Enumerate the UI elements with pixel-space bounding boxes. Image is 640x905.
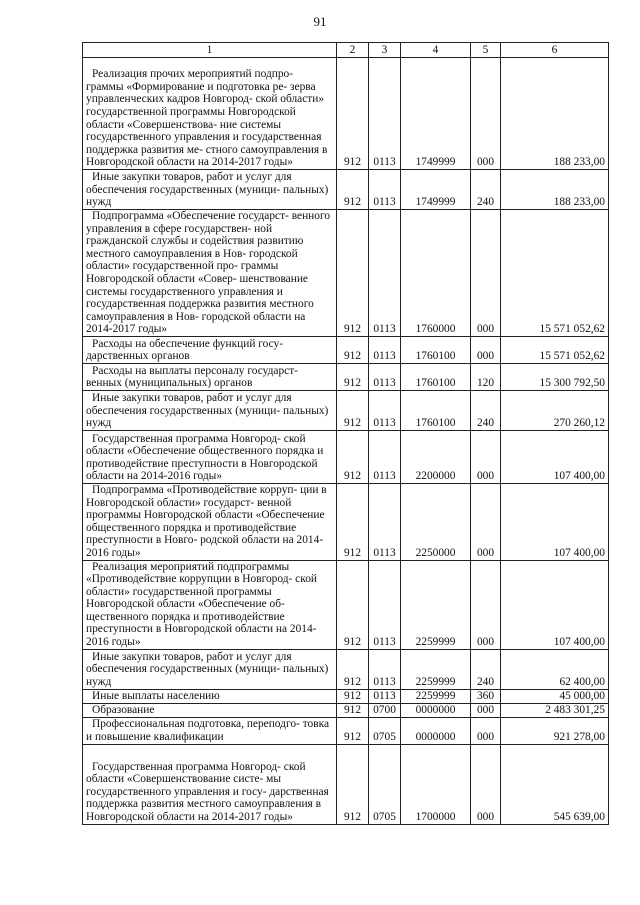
ministry-code-cell: 912	[337, 430, 369, 483]
article-code-cell: 1749999	[401, 58, 471, 170]
ministry-code-cell: 912	[337, 483, 369, 560]
article-code-cell: 1760000	[401, 210, 471, 337]
article-code-cell: 1760100	[401, 336, 471, 363]
column-header: 5	[471, 43, 501, 58]
expense-type-code-cell: 360	[471, 689, 501, 703]
article-code-cell: 2250000	[401, 483, 471, 560]
expense-name-cell	[83, 58, 337, 170]
amount-cell: 15 300 792,50	[501, 363, 609, 390]
amount-cell: 15 571 052,62	[501, 210, 609, 337]
expense-type-code-cell: 120	[471, 363, 501, 390]
article-code-cell: 0000000	[401, 717, 471, 744]
expense-name: Иные закупки товаров, работ и услуг для обеспечения государственных (муници- пальных) нужд	[86, 650, 329, 689]
section-code-cell: 0113	[369, 430, 401, 483]
expense-name-cell	[83, 363, 337, 390]
expense-type-code-cell: 000	[471, 210, 501, 337]
amount-cell: 15 571 052,62	[501, 336, 609, 363]
section-code-cell: 0705	[369, 717, 401, 744]
table-row	[83, 689, 609, 703]
ministry-code-cell: 912	[337, 170, 369, 210]
column-header: 6	[501, 43, 609, 58]
amount-cell: 2 483 301,25	[501, 703, 609, 717]
header-row	[83, 43, 609, 58]
column-header: 2	[337, 43, 369, 58]
expense-name: Расходы на выплаты персоналу государст- венных (муниципальных) органов	[86, 364, 298, 390]
section-code-cell: 0700	[369, 703, 401, 717]
expense-name-cell	[83, 483, 337, 560]
article-code-cell: 2200000	[401, 430, 471, 483]
expense-name: Государственная программа Новгород- ской области «Обеспечение общественного порядка и противодействие преступности в Новгородской области на 2014-2016 годы»	[86, 432, 324, 483]
amount-cell: 188 233,00	[501, 170, 609, 210]
expense-name-cell	[83, 649, 337, 689]
expense-type-code-cell: 000	[471, 717, 501, 744]
table-body	[83, 58, 609, 825]
expense-type-code-cell: 000	[471, 483, 501, 560]
table-row	[83, 170, 609, 210]
expense-type-code-cell: 000	[471, 336, 501, 363]
ministry-code-cell: 912	[337, 717, 369, 744]
table-row	[83, 390, 609, 430]
ministry-code-cell: 912	[337, 58, 369, 170]
section-code-cell: 0113	[369, 336, 401, 363]
section-code-cell: 0113	[369, 560, 401, 649]
ministry-code-cell: 912	[337, 336, 369, 363]
amount-cell: 107 400,00	[501, 483, 609, 560]
ministry-code-cell: 912	[337, 390, 369, 430]
expense-type-code-cell: 000	[471, 58, 501, 170]
expense-name: Государственная программа Новгород- ской области «Совершенствование систе- мы государственного управления и госу- дарственная поддержка развития местного самоуправления в Новгородской области на 2014-2017 годы»	[86, 760, 329, 824]
column-header: 4	[401, 43, 471, 58]
expense-name-cell	[83, 689, 337, 703]
article-code-cell: 2259999	[401, 560, 471, 649]
article-code-cell: 2259999	[401, 689, 471, 703]
expense-type-code-cell: 240	[471, 170, 501, 210]
expense-name: Иные закупки товаров, работ и услуг для обеспечения государственных (муници- пальных) нужд	[86, 392, 329, 430]
table-row	[83, 649, 609, 689]
table-row	[83, 483, 609, 560]
ministry-code-cell: 912	[337, 744, 369, 824]
expense-name: Подпрограмма «Противодействие корруп- ции в Новгородской области» государст- венной программы Новгородской области «Обеспечение общественного порядка и противодействие преступности в Новго- родской области на 2014-2016 годы»	[86, 483, 327, 559]
amount-cell: 107 400,00	[501, 560, 609, 649]
ministry-code-cell: 912	[337, 363, 369, 390]
amount-cell: 45 000,00	[501, 689, 609, 703]
expense-type-code-cell: 000	[471, 703, 501, 717]
table-row	[83, 210, 609, 337]
section-code-cell: 0113	[369, 390, 401, 430]
table-row	[83, 336, 609, 363]
column-header: 3	[369, 43, 401, 58]
amount-cell: 62 400,00	[501, 649, 609, 689]
ministry-code-cell: 912	[337, 210, 369, 337]
ministry-code-cell: 912	[337, 689, 369, 703]
expense-name-cell	[83, 336, 337, 363]
expense-name: Реализация мероприятий подпрограммы «Противодействие коррупции в Новгород- ской области» государственной программы Новгородской области «Обеспечение об- щественного порядка и противодействие преступности в Новгородской области на 2014-2016 годы»	[86, 560, 317, 649]
table-row	[83, 363, 609, 390]
article-code-cell: 1700000	[401, 744, 471, 824]
amount-cell: 270 260,12	[501, 390, 609, 430]
section-code-cell: 0113	[369, 689, 401, 703]
expense-type-code-cell: 000	[471, 744, 501, 824]
ministry-code-cell: 912	[337, 560, 369, 649]
table-row	[83, 58, 609, 170]
article-code-cell: 0000000	[401, 703, 471, 717]
article-code-cell: 1749999	[401, 170, 471, 210]
expense-name-cell	[83, 744, 337, 824]
expense-name: Расходы на обеспечение функций госу- дарственных органов	[86, 337, 284, 363]
expense-type-code-cell: 000	[471, 560, 501, 649]
page-number: 91	[313, 14, 327, 29]
section-code-cell: 0113	[369, 210, 401, 337]
table-row	[83, 717, 609, 744]
article-code-cell: 1760100	[401, 363, 471, 390]
expense-name-cell	[83, 717, 337, 744]
expense-name-cell	[83, 703, 337, 717]
section-code-cell: 0113	[369, 649, 401, 689]
section-code-cell: 0113	[369, 483, 401, 560]
section-code-cell: 0113	[369, 170, 401, 210]
amount-cell: 921 278,00	[501, 717, 609, 744]
expense-name: Реализация прочих мероприятий подпро- граммы «Формирование и подготовка ре- зерва управленческих кадров Новгород- ской области» государственной программы Новгородской области «Совершенствова- ние системы государственного управления и государственная поддержка развития ме- стного самоуправления в Новгородской области на 2014-2017 годы»	[86, 68, 328, 169]
section-code-cell: 0113	[369, 58, 401, 170]
table-row	[83, 744, 609, 824]
expense-name: Образование	[92, 704, 155, 717]
expense-type-code-cell: 000	[471, 430, 501, 483]
amount-cell: 107 400,00	[501, 430, 609, 483]
amount-cell: 188 233,00	[501, 58, 609, 170]
expense-name-cell	[83, 430, 337, 483]
amount-cell: 545 639,00	[501, 744, 609, 824]
ministry-code-cell: 912	[337, 649, 369, 689]
table-row	[83, 430, 609, 483]
expense-name: Профессиональная подготовка, переподго- товка и повышение квалификации	[86, 718, 330, 744]
expense-name-cell	[83, 390, 337, 430]
article-code-cell: 1760100	[401, 390, 471, 430]
expense-name: Подпрограмма «Обеспечение государст- венного управления в сфере государствен- ной гражданской службы и содействия развитию местного самоуправления в Нов- городской области» государственной про- граммы Новгородской области «Совер- шенствование системы государственного управления и государственная поддержка развития местного самоуправления в Нов- городской области на 2014-2017 годы»	[86, 210, 331, 336]
expense-name-cell	[83, 170, 337, 210]
expense-name: Иные выплаты населению	[92, 690, 220, 703]
expense-name-cell	[83, 560, 337, 649]
expense-name-cell	[83, 210, 337, 337]
table-row	[83, 703, 609, 717]
expense-type-code-cell: 240	[471, 649, 501, 689]
section-code-cell: 0705	[369, 744, 401, 824]
article-code-cell: 2259999	[401, 649, 471, 689]
table-row	[83, 560, 609, 649]
section-code-cell: 0113	[369, 363, 401, 390]
expense-type-code-cell: 240	[471, 390, 501, 430]
budget-table	[82, 42, 609, 825]
column-header: 1	[83, 43, 337, 58]
expense-name: Иные закупки товаров, работ и услуг для обеспечения государственных (муници- пальных) нужд	[86, 171, 329, 209]
ministry-code-cell: 912	[337, 703, 369, 717]
